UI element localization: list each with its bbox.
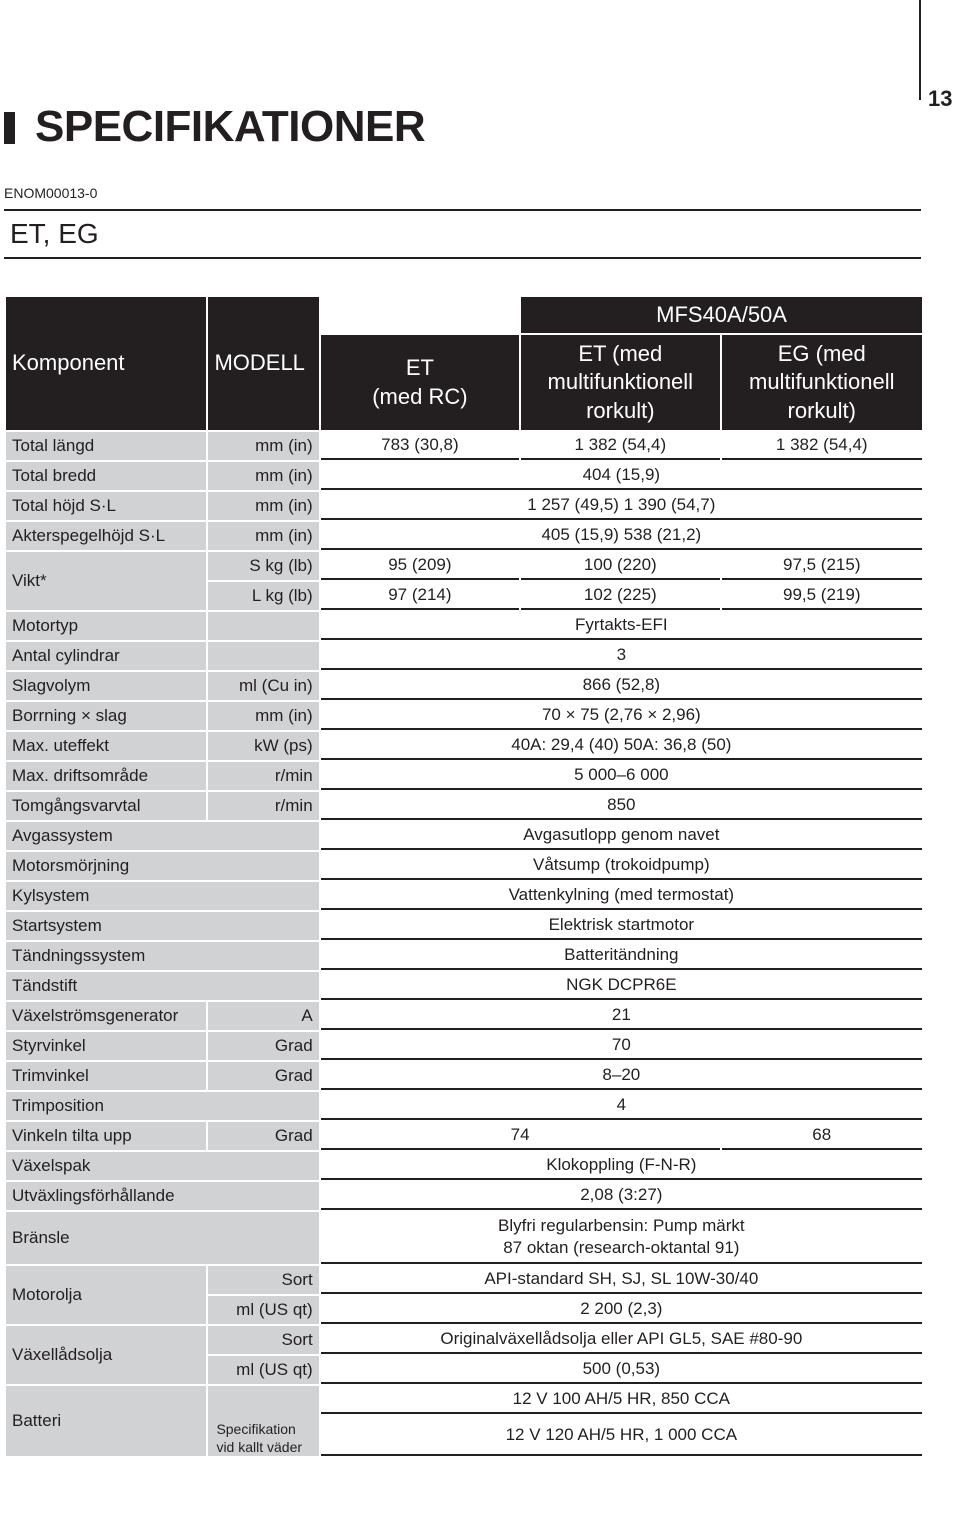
row-unit: ml (Cu in) <box>208 672 318 700</box>
document-id: ENOM00013-0 <box>4 185 98 201</box>
table-row <box>6 1386 922 1414</box>
row-value: 2 200 (2,3) <box>321 1296 922 1324</box>
header-col-eg-multi: EG (med multifunktionell rorkult) <box>722 335 922 430</box>
table-row <box>6 492 922 520</box>
row-unit <box>208 642 318 670</box>
table-row <box>6 1182 922 1210</box>
page-edge-line <box>919 0 921 100</box>
row-value: 1 382 (54,4) <box>722 432 922 460</box>
row-value: 1 382 (54,4) <box>521 432 719 460</box>
row-label: Tändstift <box>6 972 319 1000</box>
table-row <box>6 612 922 640</box>
row-unit: Specifikation vid kallt väder <box>208 1386 318 1456</box>
table-row <box>6 972 922 1000</box>
row-label: Motorsmörjning <box>6 852 319 880</box>
table-row <box>6 912 922 940</box>
row-unit: A <box>208 1002 318 1030</box>
row-value: 2,08 (3:27) <box>321 1182 922 1210</box>
header-blank <box>321 297 519 333</box>
page-number: 13 <box>928 86 953 111</box>
table-row <box>6 792 922 820</box>
table-row <box>6 642 922 670</box>
table-row <box>6 1002 922 1030</box>
table-row <box>6 822 922 850</box>
row-label: Motortyp <box>6 612 206 640</box>
table-row <box>6 732 922 760</box>
row-label: Tändningssystem <box>6 942 319 970</box>
row-value: 12 V 100 AH/5 HR, 850 CCA <box>321 1386 922 1414</box>
row-value: Klokoppling (F-N-R) <box>321 1152 922 1180</box>
row-unit: S kg (lb) <box>208 552 318 580</box>
row-value: 99,5 (219) <box>722 582 922 610</box>
table-row <box>6 1266 922 1294</box>
row-unit: ml (US qt) <box>208 1296 318 1324</box>
row-value: 866 (52,8) <box>321 672 922 700</box>
row-value: 3 <box>321 642 922 670</box>
table-row <box>6 1032 922 1060</box>
row-value: 405 (15,9) 538 (21,2) <box>321 522 922 550</box>
row-unit: r/min <box>208 762 318 790</box>
row-label: Total höjd S·L <box>6 492 206 520</box>
row-value: 783 (30,8) <box>321 432 519 460</box>
row-unit: mm (in) <box>208 522 318 550</box>
row-unit: kW (ps) <box>208 732 318 760</box>
row-unit: L kg (lb) <box>208 582 318 610</box>
row-label: Motorolja <box>6 1266 206 1324</box>
table-row <box>6 1326 922 1354</box>
row-value: 8–20 <box>321 1062 922 1090</box>
row-value: 95 (209) <box>321 552 519 580</box>
row-value: Blyfri regularbensin: Pump märkt 87 oktan (research-oktantal 91) <box>321 1212 922 1264</box>
row-label: Slagvolym <box>6 672 206 700</box>
table-row <box>6 522 922 550</box>
table-row <box>6 672 922 700</box>
header-row <box>6 297 922 333</box>
row-label: Växelströmsgenerator <box>6 1002 206 1030</box>
row-unit: Grad <box>208 1032 318 1060</box>
row-label: Batteri <box>6 1386 206 1456</box>
row-label: Styrvinkel <box>6 1032 206 1060</box>
row-unit: mm (in) <box>208 462 318 490</box>
row-unit: r/min <box>208 792 318 820</box>
row-value: 1 257 (49,5) 1 390 (54,7) <box>321 492 922 520</box>
section-title: ET, EG <box>10 218 99 249</box>
table-row <box>6 882 922 910</box>
table-row <box>6 852 922 880</box>
row-label: Kylsystem <box>6 882 319 910</box>
row-label: Startsystem <box>6 912 319 940</box>
row-value: 70 <box>321 1032 922 1060</box>
row-value: 850 <box>321 792 922 820</box>
row-value: 40A: 29,4 (40) 50A: 36,8 (50) <box>321 732 922 760</box>
row-value: 68 <box>722 1122 922 1150</box>
title-marker <box>4 112 15 144</box>
row-value: Originalväxellådsolja eller API GL5, SAE #80-90 <box>321 1326 922 1354</box>
row-value: Fyrtakts-EFI <box>321 612 922 640</box>
row-value: 404 (15,9) <box>321 462 922 490</box>
table-row <box>6 552 922 580</box>
row-value: 4 <box>321 1092 922 1120</box>
row-label: Bränsle <box>6 1212 319 1264</box>
row-label: Växelspak <box>6 1152 319 1180</box>
row-label: Max. uteffekt <box>6 732 206 760</box>
row-value: Vattenkylning (med termostat) <box>321 882 922 910</box>
row-value: 97,5 (215) <box>722 552 922 580</box>
row-value: Elektrisk startmotor <box>321 912 922 940</box>
header-component: Komponent <box>6 297 206 430</box>
divider <box>4 209 921 211</box>
row-unit: mm (in) <box>208 432 318 460</box>
table-row <box>6 462 922 490</box>
row-label: Växellådsolja <box>6 1326 206 1384</box>
row-value: 21 <box>321 1002 922 1030</box>
row-value: 500 (0,53) <box>321 1356 922 1384</box>
row-label: Max. driftsområde <box>6 762 206 790</box>
row-value: 12 V 120 AH/5 HR, 1 000 CCA <box>321 1416 922 1456</box>
table-row <box>6 1092 922 1120</box>
table-row <box>6 702 922 730</box>
row-value: Våtsump (trokoidpump) <box>321 852 922 880</box>
header-model: MODELL <box>208 297 318 430</box>
row-unit: Grad <box>208 1122 318 1150</box>
specification-table <box>4 295 924 1458</box>
row-label: Total längd <box>6 432 206 460</box>
table-row <box>6 432 922 460</box>
row-unit: Grad <box>208 1062 318 1090</box>
row-unit <box>208 612 318 640</box>
row-label: Trimposition <box>6 1092 319 1120</box>
row-unit: mm (in) <box>208 702 318 730</box>
row-value: Batteritändning <box>321 942 922 970</box>
row-value: API-standard SH, SJ, SL 10W-30/40 <box>321 1266 922 1294</box>
row-value: 74 <box>321 1122 720 1150</box>
row-value: 102 (225) <box>521 582 719 610</box>
table-row <box>6 1122 922 1150</box>
row-value: 70 × 75 (2,76 × 2,96) <box>321 702 922 730</box>
row-label: Avgassystem <box>6 822 319 850</box>
table-row <box>6 1212 922 1264</box>
divider <box>4 257 921 259</box>
row-value: NGK DCPR6E <box>321 972 922 1000</box>
row-label: Total bredd <box>6 462 206 490</box>
header-col-et: ET (med RC) <box>321 335 519 430</box>
row-unit: Sort <box>208 1266 318 1294</box>
row-unit: ml (US qt) <box>208 1356 318 1384</box>
row-unit: mm (in) <box>208 492 318 520</box>
row-value: Avgasutlopp genom navet <box>321 822 922 850</box>
row-value: 97 (214) <box>321 582 519 610</box>
page-title: SPECIFIKATIONER <box>35 102 426 151</box>
header-model-group: MFS40A/50A <box>521 297 922 333</box>
row-label: Antal cylindrar <box>6 642 206 670</box>
row-value: 5 000–6 000 <box>321 762 922 790</box>
table-row <box>6 942 922 970</box>
row-label: Trimvinkel <box>6 1062 206 1090</box>
row-label: Vinkeln tilta upp <box>6 1122 206 1150</box>
table-row <box>6 1152 922 1180</box>
table-row <box>6 762 922 790</box>
row-label: Tomgångsvarvtal <box>6 792 206 820</box>
row-label: Akterspegelhöjd S·L <box>6 522 206 550</box>
table-row <box>6 1062 922 1090</box>
row-label: Vikt* <box>6 552 206 610</box>
header-col-et-multi: ET (med multifunktionell rorkult) <box>521 335 719 430</box>
row-label: Utväxlingsförhållande <box>6 1182 319 1210</box>
row-unit: Sort <box>208 1326 318 1354</box>
row-label: Borrning × slag <box>6 702 206 730</box>
row-value: 100 (220) <box>521 552 719 580</box>
